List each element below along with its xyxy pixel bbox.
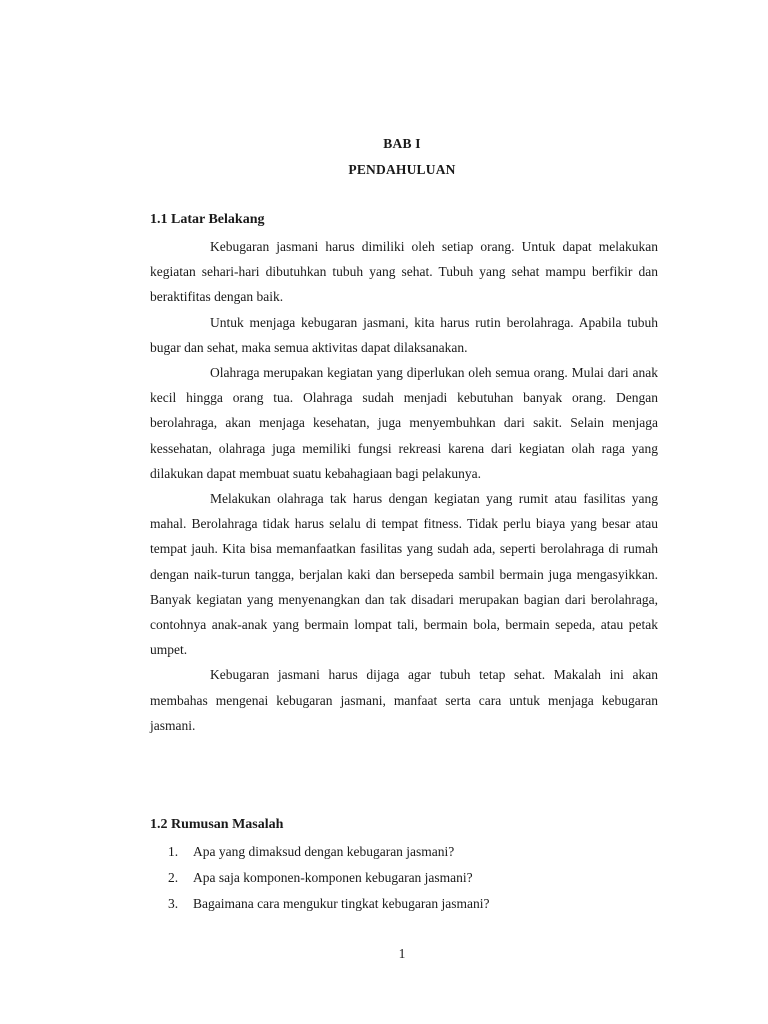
paragraph: Melakukan olahraga tak harus dengan kegiatan yang rumit atau fasilitas yang mahal. Berolahraga tidak harus selalu di tempat fitness. Tidak perlu biaya yang besar atau tempat jauh. Kita bisa memanfaatkan fasilitas yang sudah ada, seperti berolahraga di rumah dengan naik-turun tangga, berjalan kaki dan bersepeda sambil bermain juga mengasyikkan. Banyak kegiatan yang menyenangkan dan tak disadari merupakan bagian dari berolahraga, contohnya anak-anak yang bermain lompat tali, bermain bola, bermain sepeda, atau petak umpet. [150, 491, 658, 658]
page-number: 1 [398, 946, 406, 961]
paragraph: Kebugaran jasmani harus dimiliki oleh setiap orang. Untuk dapat melakukan kegiatan sehari-hari dibutuhkan tubuh yang sehat. Tubuh yang sehat mampu berfikir dan beraktifitas dengan baik. [150, 239, 658, 305]
problem-statement-list [168, 839, 490, 917]
list-item-text: Apa saja komponen-komponen kebugaran jasmani? [193, 870, 473, 885]
list-item [168, 891, 490, 917]
chapter-label: BAB I [383, 136, 421, 151]
list-item-number: 2. [168, 870, 179, 885]
list-item-text: Apa yang dimaksud dengan kebugaran jasmani? [193, 844, 455, 859]
paragraph: Untuk menjaga kebugaran jasmani, kita harus rutin berolahraga. Apabila tubuh bugar dan sehat, maka semua aktivitas dapat dilaksanakan. [150, 314, 658, 355]
list-item-number: 1. [168, 844, 179, 859]
section-heading-background: 1.1 Latar Belakang [150, 212, 265, 227]
list-item-number: 3. [168, 896, 179, 911]
section-heading-problem-statement: 1.2 Rumusan Masalah [150, 817, 284, 832]
list-item [168, 839, 490, 865]
background-body [150, 234, 658, 738]
list-item [168, 865, 490, 891]
paragraph: Kebugaran jasmani harus dijaga agar tubuh tetap sehat. Makalah ini akan membahas mengenai kebugaran jasmani, manfaat serta cara untuk menjaga kebugaran jasmani. [150, 667, 658, 733]
paragraph: Olahraga merupakan kegiatan yang diperlukan oleh semua orang. Mulai dari anak kecil hingga orang tua. Olahraga sudah menjadi kebutuhan banyak orang. Dengan berolahraga, akan menjaga kesehatan, juga menyembuhkan dari sakit. Selain menjaga kessehatan, olahraga juga memiliki fungsi rekreasi karena dari kegiatan olah raga yang dilakukan dapat membuat suatu kebahagiaan bagi pelakunya. [150, 365, 658, 481]
list-item-text: Bagaimana cara mengukur tingkat kebugaran jasmani? [193, 896, 490, 911]
chapter-title: PENDAHULUAN [348, 162, 456, 177]
